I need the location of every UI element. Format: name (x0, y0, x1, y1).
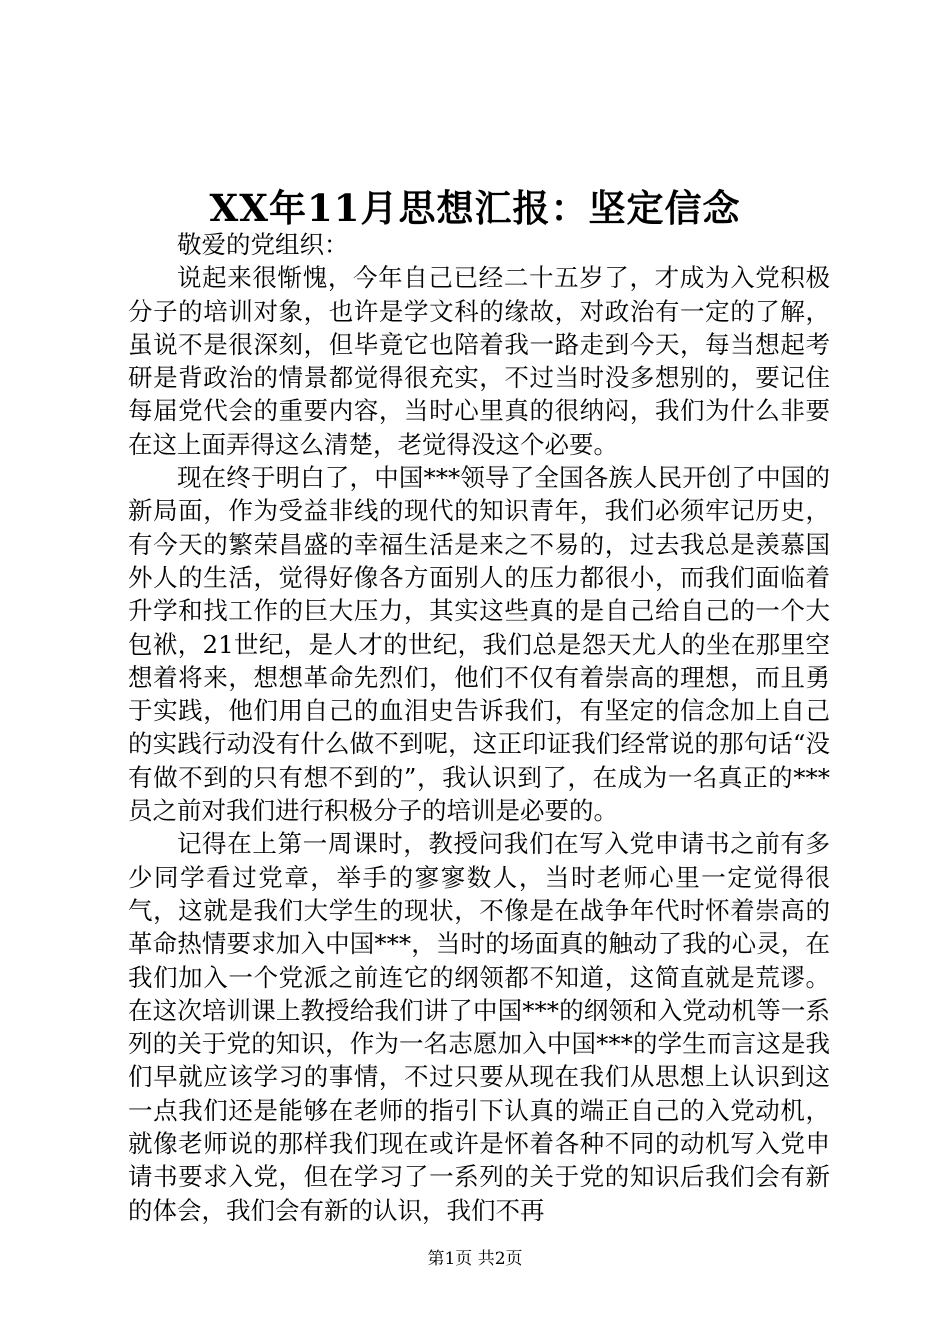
paragraph: 记得在上第一周课时，教授问我们在写入党申请书之前有多少同学看过党章，举手的寥寥数人，当时老师心里一定觉得很气，这就是我们大学生的现状，不像是在战争年代时怀着崇高的革命热情要求加入中国***，当时的场面真的触动了我的心灵，在我们加入一个党派之前连它的纲领都不知道，这简直就是荒谬。在这次培训课上教授给我们讲了中国***的纲领和入党动机等一系列的关于党的知识，作为一名志愿加入中国***的学生而言这是我们早就应该学习的事情，不过只要从现在我们从思想上认识到这一点我们还是能够在老师的指引下认真的端正自己的入党动机，就像老师说的那样我们现在或许是怀着各种不同的动机写入党申请书要求入党，但在学习了一系列的关于党的知识后我们会有新的体会，我们会有新的认识，我们不再 (128, 829, 830, 1225)
page-number-footer: 第1页 共2页 (427, 1249, 523, 1269)
paragraph: 说起来很惭愧，今年自己已经二十五岁了，才成为入党积极分子的培训对象，也许是学文科的缘故，对政治有一定的了解，虽说不是很深刻，但毕竟它也陪着我一路走到今天，每当想起考研是背政治的情景都觉得很充实，不过当时没多想别的，要记住每届党代会的重要内容，当时心里真的很纳闷，我们为什么非要在这上面弄得这么清楚，老觉得没这个必要。 (128, 263, 830, 459)
salutation: 敬爱的党组织： (177, 230, 349, 259)
paragraph: 现在终于明白了，中国***领导了全国各族人民开创了中国的新局面，作为受益非线的现代的知识青年，我们必须牢记历史，有今天的繁荣昌盛的幸福生活是来之不易的，过去我总是羡慕国外人的生活，觉得好像各方面别人的压力都很小，而我们面临着升学和找工作的巨大压力，其实这些真的是自己给自己的一个大包袱，21世纪，是人才的世纪，我们总是怨天尤人的坐在那里空想着将来，想想革命先烈们，他们不仅有着崇高的理想，而且勇于实践，他们用自己的血泪史告诉我们，有坚定的信念加上自己的实践行动没有什么做不到呢，这正印证我们经常说的那句话“没有做不到的只有想不到的”，我认识到了，在成为一名真正的***员之前对我们进行积极分子的培训是必要的。 (128, 463, 830, 826)
document-title: XX年11月思想汇报：坚定信念 (209, 186, 741, 230)
document-body (128, 228, 830, 1227)
